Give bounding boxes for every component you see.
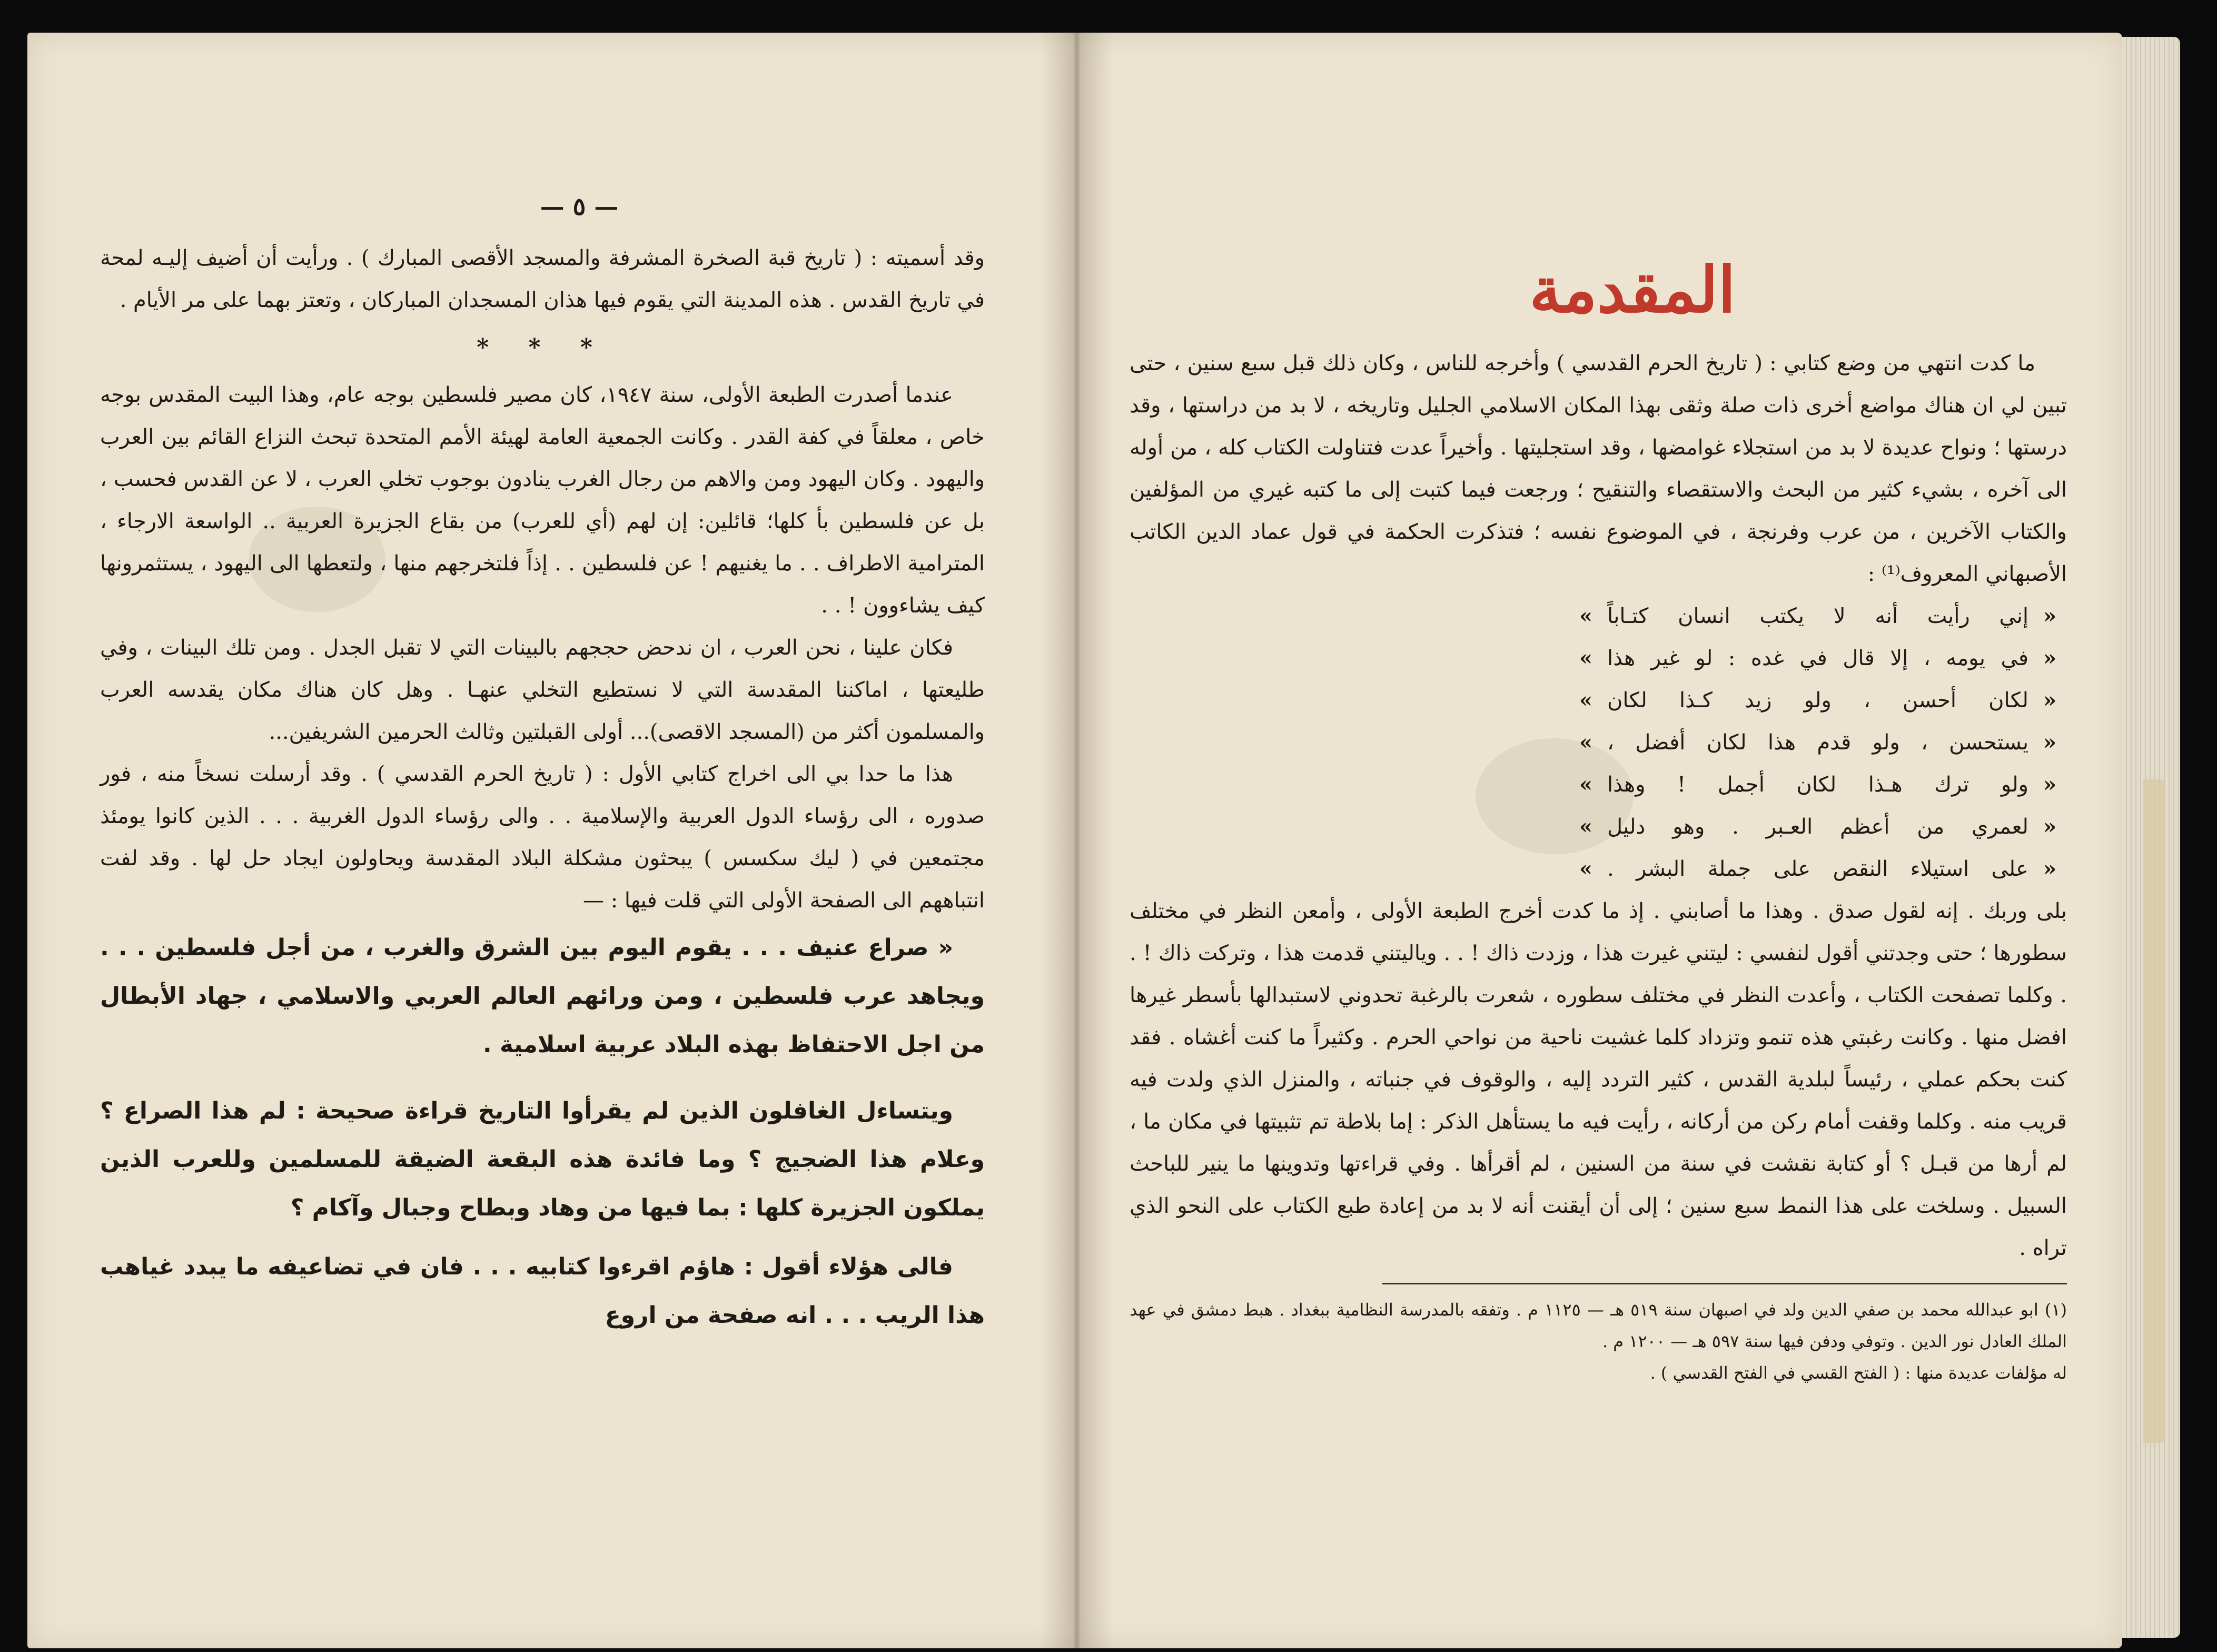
book-gutter xyxy=(1040,33,1114,1648)
verse-line: « لكان أحسن ، ولو زيد كـذا لكان » xyxy=(1579,688,2056,713)
verse-line: « إني رأيت أنه لا يكتب انسان كتـاباً » xyxy=(1579,604,2056,628)
left-text-column xyxy=(100,237,985,1340)
quoted-passage: ويتساءل الغافلون الذين لم يقرأوا التاريخ قراءة صحيحة : لم هذا الصراع ؟ وعلام هذا الضجيج ؟ وما فائدة هذه البقعة الضيقة للمسلمين وللعرب الذين يملكون الجزيرة كلها : بما فيها من وهاد وبطاح وجبال وآكام ؟ xyxy=(100,1097,985,1221)
section-separator: * * * xyxy=(477,334,608,361)
verse-line: « لعمري من أعظم العـبر . وهو دليل » xyxy=(1579,814,2056,839)
verse-block xyxy=(1130,595,2067,890)
footnote: له مؤلفات عديدة منها : ( الفتح القسي في الفتح القدسي ) . xyxy=(1650,1363,2067,1383)
quoted-passage: « صراع عنيف . . . يقوم اليوم بين الشرق والغرب ، من أجل فلسطين . . . ويجاهد عرب فلسطين ، ومن ورائهم العالم العربي والاسلامي ، جهاد الأبطال من اجل الاحتفاظ بهذه البلاد عربية اسلامية . xyxy=(100,934,985,1058)
page-number: — ٥ — xyxy=(540,192,619,221)
chapter-heading: المقدمة xyxy=(1529,253,1736,327)
left-paragraph: هذا ما حدا بي الى اخراج كتابي الأول : ( تاريخ الحرم القدسي ) . وقد أرسلت نسخاً منه ، فور صدوره ، الى رؤساء الدول العربية والإسلامية . . والى رؤساء الدول الغربية . . . الذين كانوا يومئذ مجتمعين في ( ليك سكسس ) يبحثون مشكلة البلاد المقدسة ويحاولون ايجاد حل لها . وقد لفت انتباههم الى الصفحة الأولى التي قلت فيها : — xyxy=(100,762,985,913)
quoted-passage: فالى هؤلاء أقول : هاؤم اقرءوا كتابيه . . . فان في تضاعيفه ما يبدد غياهب هذا الريب . . . انه صفحة من اروع xyxy=(100,1253,985,1329)
verse-line: « ولو ترك هـذا لكان أجمل ! وهذا » xyxy=(1579,772,2056,797)
left-paragraph: وقد أسميته : ( تاريخ قبة الصخرة المشرفة والمسجد الأقصى المبارك ) . ورأيت أن أضيف إليـه لمحة في تاريخ القدس . هذه المدينة التي يقوم فيها هذان المسجدان المباركان ، وتعتز بهما على مر الأيام . xyxy=(100,246,985,312)
footnote-rule xyxy=(1382,1283,2067,1284)
intro-paragraph: ما كدت انتهي من وضع كتابي : ( تاريخ الحرم القدسي ) وأخرجه للناس ، وكان ذلك قبل سبع سنين ، حتى تبين لي ان هناك مواضع أخرى ذات صلة وثقى بهذا المكان الاسلامي الجليل وتاريخه ، لا بد من دراستها ، وقد درستها ؛ ونواح عديدة لا بد من استجلاء غوامضها ، وقد استجليتها . وأخيراً عدت فتناولت الكتاب كله ، من أوله الى آخره ، بشيء كثير من البحث والاستقصاء والتنقيح ؛ ورجعت فيما كتبت إلى ما كتبه غيري من المؤلفين والكتاب الآخرين ، من عرب وفرنجة ، في الموضوع نفسه ؛ فتذكرت الحكمة في قول عماد الدين الكاتب الأصبهاني المعروف⁽¹⁾ : xyxy=(1130,351,2067,586)
right-text-column xyxy=(1130,342,2067,1389)
left-paragraph: عندما أصدرت الطبعة الأولى، سنة ١٩٤٧، كان مصير فلسطين بوجه عام، وهذا البيت المقدس بوجه خاص ، معلقاً في كفة القدر . وكانت الجمعية العامة لهيئة الأمم المتحدة تبحث النزاع القائم بين العرب واليهود . وكان اليهود ومن والاهم من رجال الغرب ينادون بوجوب تخلي العرب ، لا عن القدس فحسب ، بل عن فلسطين بأ كلها؛ قائلين: إن لهم (أي للعرب) من بقاع الجزيرة العربية .. الواسعة الارجاء ، المترامية الاطراف . . ما يغنيهم ! عن فلسطين . . إذاً فلتخرجهم منها ، ولتعطها الى اليهود ، يستثمرونها كيف يشاءوون ! . . xyxy=(100,383,985,618)
page-tab xyxy=(2143,779,2164,1443)
verse-line: « في يومه ، إلا قال في غده : لو غير هذا » xyxy=(1579,646,2056,670)
verse-line: « على استيلاء النقص على جملة البشر . » xyxy=(1579,856,2056,881)
footnote: (١) ابو عبدالله محمد بن صفي الدين ولد في اصبهان سنة ٥١٩ هـ — ١١٢٥ م . وتفقه بالمدرسة النظامية ببغداد . هبط دمشق في عهد الملك العادل نور الدين . وتوفي ودفن فيها سنة ٥٩٧ هـ — ١٢٠٠ م . xyxy=(1130,1300,2067,1351)
left-paragraph: فكان علينا ، نحن العرب ، ان ندحض حججهم بالبينات التي لا تقبل الجدل . ومن تلك البينات ، وفي طليعتها ، اماكننا المقدسة التي لا نستطيع التخلي عنهـا . وهل كان هناك مكان يقدسه العرب والمسلمون أكثر من (المسجد الاقصى)... أولى القبلتين وثالث الحرمين الشريفين... xyxy=(100,636,985,744)
verse-line: « يستحسن ، ولو قدم هذا لكان أفضل ، » xyxy=(1579,730,2056,755)
body-paragraph: بلى وربك . إنه لقول صدق . وهذا ما أصابني . إذ ما كدت أخرج الطبعة الأولى ، وأمعن النظر في مختلف سطورها ؛ حتى وجدتني أقول لنفسي : ليتني غيرت هذا ، وزدت ذاك ! . . وياليتني قدمت هذا ، وتركت ذاك ! . . وكلما تصفحت الكتاب ، وأعدت النظر في مختلف سطوره ، شعرت بالرغبة تحدوني لاستبدالها بأسطر غيرها افضل منها . وكانت رغبتي هذه تنمو وتزداد كلما غشيت ناحية من نواحي الحرم . وكثيراً ما كنت أغشاه . فقد كنت بحكم عملي ، رئيساً لبلدية القدس ، كثير التردد إليه ، والوقوف في جنباته ، والمنزل الذي ولدت فيه قريب منه . وكلما وقفت أمام ركن من أركانه ، رأيت فيه ما يستأهل الذكر : إما بلاطة تم تثبيتها في مكان ما ، لم أرها من قبـل ؟ أو كتابة نقشت في سنة من السنين ، لم أقرأها . وفي قراءتها وتدوينها ما ينير للباحث السبيل . وسلخت على هذا النمط سبع سنين ؛ إلى أن أيقنت أنه لا بد من إعادة طبع الكتاب على النحو الذي تراه . xyxy=(1130,899,2067,1260)
